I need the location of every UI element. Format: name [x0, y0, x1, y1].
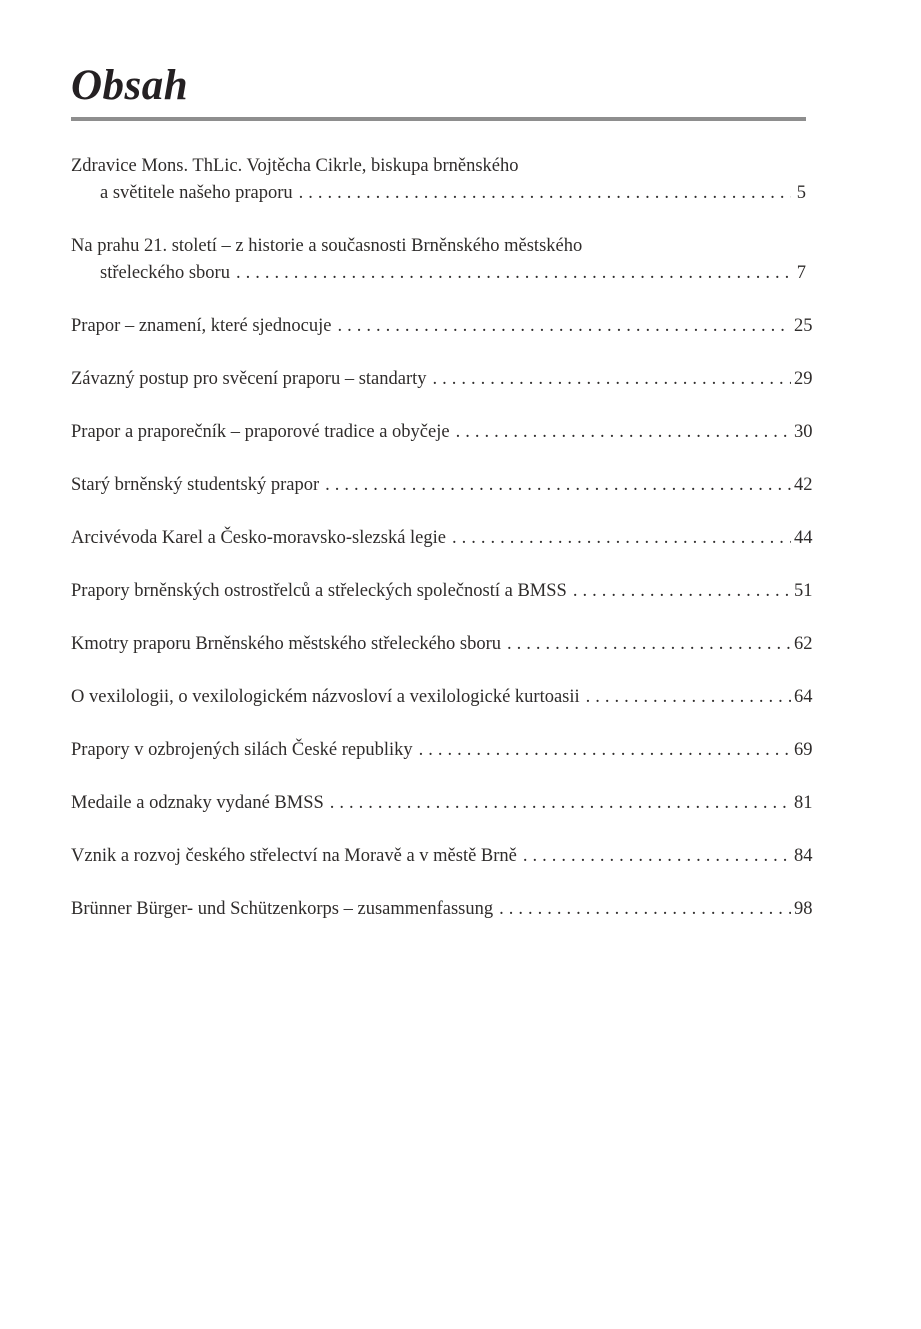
toc-entry [71, 843, 813, 870]
toc-entry [71, 472, 813, 499]
toc-entry-leader-line [71, 737, 813, 764]
dot-leader [433, 366, 791, 393]
toc-entry-leader-line [71, 525, 813, 552]
toc-entry [71, 525, 813, 552]
toc-list [71, 153, 813, 923]
toc-entry-title: O vexilologii, o vexilologickém názvosloví a vexilologické kurtoasii [71, 687, 580, 707]
toc-entry-page-number: 64 [794, 687, 813, 707]
toc-entry-leader-line [71, 631, 813, 658]
toc-entry-title: střeleckého sboru [100, 263, 230, 283]
toc-entry-leader-line [71, 896, 813, 923]
toc-entry-page-number: 42 [794, 475, 813, 495]
toc-entry-leader-line [100, 260, 806, 287]
toc-entry-page-number: 25 [794, 316, 813, 336]
toc-entry-title: Prapory brněnských ostrostřelců a střeleckých společností a BMSS [71, 581, 567, 601]
toc-entry-title-line: Na prahu 21. století – z historie a současnosti Brněnského městského [71, 236, 583, 256]
toc-entry-page-number: 51 [794, 581, 813, 601]
toc-entry-title: Starý brněnský studentský prapor [71, 475, 320, 495]
toc-entry-title: Prapory v ozbrojených silách České republiky [71, 740, 413, 760]
toc-entry-leader-line [71, 790, 813, 817]
toc-entry-page-number: 81 [794, 793, 813, 813]
toc-entry [71, 366, 813, 393]
toc-entry-page-number: 62 [794, 634, 813, 654]
toc-entry-title: Vznik a rozvoj českého střelectví na Moravě a v městě Brně [71, 846, 517, 866]
toc-entry-page-number: 29 [794, 369, 813, 389]
toc-entry [71, 233, 806, 287]
toc-entry-leader-line [71, 843, 813, 870]
toc-entry-page-number: 5 [796, 183, 806, 203]
toc-entry [71, 684, 813, 711]
toc-entry-leader-line [71, 313, 813, 340]
dot-leader [452, 525, 791, 552]
toc-entry-page-number: 84 [794, 846, 813, 866]
dot-leader [236, 260, 791, 287]
toc-entry-leader-line [71, 578, 813, 605]
toc-entry-leader-line [100, 180, 806, 207]
dot-leader [573, 578, 791, 605]
title-rule [71, 117, 806, 121]
dot-leader [419, 737, 791, 764]
dot-leader [330, 790, 791, 817]
toc-entry-page-number: 69 [794, 740, 813, 760]
toc-entry-leader-line [71, 684, 813, 711]
toc-entry-leader-line [71, 472, 813, 499]
dot-leader [523, 843, 791, 870]
toc-entry-title-line: Zdravice Mons. ThLic. Vojtěcha Cikrle, biskupa brněnského [71, 156, 519, 176]
dot-leader [337, 313, 791, 340]
toc-entry-title: a světitele našeho praporu [100, 183, 293, 203]
dot-leader [586, 684, 791, 711]
toc-entry-page-number: 30 [794, 422, 813, 442]
dot-leader [499, 896, 791, 923]
toc-entry-title: Prapor – znamení, které sjednocuje [71, 316, 332, 336]
dot-leader [456, 419, 791, 446]
toc-entry-title: Medaile a odznaky vydané BMSS [71, 793, 324, 813]
toc-entry [71, 313, 813, 340]
dot-leader [507, 631, 791, 658]
toc-entry-title: Prapor a praporečník – praporové tradice a obyčeje [71, 422, 450, 442]
toc-entry [71, 419, 813, 446]
toc-entry-page-number: 44 [794, 528, 813, 548]
dot-leader [325, 472, 791, 499]
toc-entry [71, 631, 813, 658]
toc-entry [71, 896, 813, 923]
dot-leader [299, 180, 791, 207]
toc-entry [71, 790, 813, 817]
toc-entry-page-number: 7 [796, 263, 806, 283]
toc-entry-title: Arcivévoda Karel a Česko-moravsko-slezská legie [71, 528, 446, 548]
toc-entry-title: Kmotry praporu Brněnského městského střeleckého sboru [71, 634, 502, 654]
toc-entry-page-number: 98 [794, 899, 813, 919]
toc-entry [71, 153, 806, 207]
page-title: Obsah [71, 62, 189, 109]
toc-entry-title: Brünner Bürger- und Schützenkorps – zusammenfassung [71, 899, 494, 919]
toc-entry [71, 578, 813, 605]
toc-entry-leader-line [71, 419, 813, 446]
toc-entry-leader-line [71, 366, 813, 393]
toc-entry-title: Závazný postup pro svěcení praporu – standarty [71, 369, 427, 389]
toc-entry [71, 737, 813, 764]
